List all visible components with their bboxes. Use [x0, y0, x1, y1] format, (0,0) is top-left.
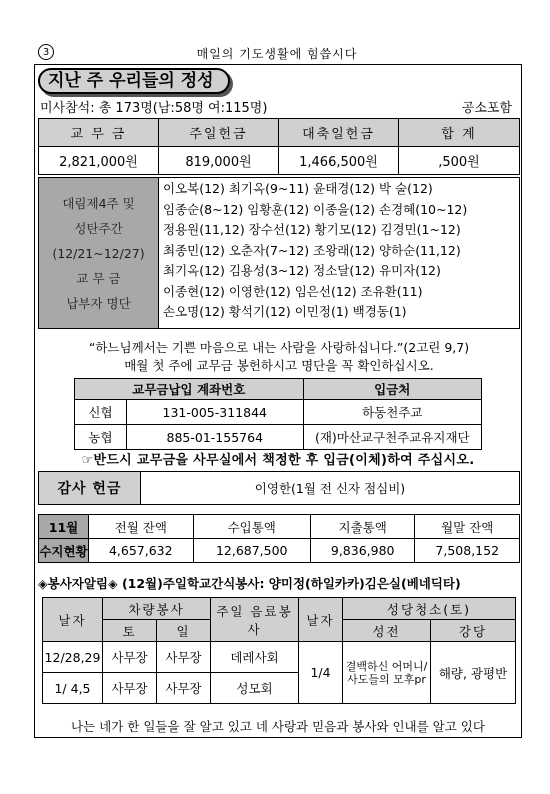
- tithe-label: [39, 178, 159, 328]
- volunteer-row: [43, 642, 516, 673]
- offering-value-row: [39, 147, 520, 175]
- thanks-offering-label: 감사 헌금: [39, 472, 141, 504]
- finance-value-prev: 4,657,632: [89, 539, 194, 563]
- finance-value-row: [39, 539, 520, 563]
- offering-value-tithe: 2,821,000원: [39, 147, 159, 175]
- volunteer-table: [42, 597, 516, 704]
- account-holder: 하동천주교: [303, 400, 481, 425]
- offering-header-row: [39, 119, 520, 147]
- finance-value-balance: 7,508,152: [415, 539, 520, 563]
- finance-header-row: [39, 515, 520, 539]
- tithe-name-line: 최종민(12) 오춘자(7~12) 조왕래(12) 양하순(11,12): [163, 242, 461, 258]
- volunteer-header-row: [43, 598, 516, 620]
- finance-col-expense: 지출통액: [310, 515, 415, 539]
- tithe-name-line: 이종현(12) 이영한(12) 임은선(12) 조유환(11): [163, 283, 423, 299]
- account-col-number: 교무금납입 계좌번호: [75, 379, 304, 400]
- tithe-label-line: 교 무 금: [76, 270, 121, 286]
- account-row: [75, 425, 482, 450]
- finance-col-prev: 전월 잔액: [89, 515, 194, 539]
- page-header: [32, 44, 522, 64]
- thanks-offering-text: 이영한(1월 전 신자 점심비): [254, 481, 406, 496]
- account-number: 885-01-155764: [127, 425, 304, 450]
- tithe-label-line: 납부자 명단: [66, 295, 131, 311]
- quote-line: 매월 첫 주에 교무금 봉헌하시고 명단을 꼭 확인하십시오.: [124, 358, 434, 373]
- vol-col-cleaning: 성당청소(토): [343, 598, 516, 620]
- vol-sat: 사무장: [103, 642, 157, 673]
- attendance-note: 공소포함: [461, 101, 512, 116]
- tithe-name-line: 이오복(12) 최기옥(9~11) 윤태경(12) 박 술(12): [163, 181, 433, 196]
- offering-table: [38, 118, 520, 175]
- page-number: 3: [38, 44, 54, 60]
- volunteer-title: ◈봉사자알림◈ (12월)주일학교간식봉사: 양미정(하일카카)김은실(베네딕타): [38, 576, 461, 591]
- thanks-offering-box: [38, 471, 520, 505]
- tithe-label-line: (12/21~12/27): [52, 245, 145, 261]
- offering-value-total: ,500원: [399, 147, 520, 175]
- tithe-payer-box: [38, 177, 520, 329]
- finance-table: [38, 514, 520, 563]
- vol-cleaning-sanctuary: 결백하신 어머니/ 사도들의 모후pr: [343, 642, 431, 704]
- vol-date: 1/ 4,5: [43, 673, 103, 704]
- tithe-name-line: 정용원(11,12) 장수선(12) 황기모(12) 김경민(1~12): [163, 222, 461, 237]
- finance-month-label: 11월: [39, 515, 89, 539]
- account-table: [74, 378, 482, 450]
- quote-line: “하느님께서는 기쁜 마음으로 내는 사람을 사랑하십니다.”(2고린 9,7): [88, 340, 470, 355]
- tithe-name-line: 최기옥(12) 김용성(3~12) 정소달(12) 유미자(12): [163, 263, 441, 278]
- account-number: 131-005-311844: [127, 400, 304, 425]
- tithe-name-line: 손오명(12) 황석기(12) 이민정(1) 백경동(1): [163, 304, 407, 319]
- offering-col-sunday: 주일헌금: [159, 119, 279, 147]
- account-bank: 신협: [75, 400, 127, 425]
- header-motto: 매일의 기도생활에 힘씁시다: [196, 47, 358, 61]
- vol-sun: 사무장: [157, 642, 211, 673]
- tithe-label-line: 성탄주간: [74, 220, 123, 236]
- account-holder: (재)마산교구천주교유지재단: [303, 425, 481, 450]
- vol-col-vehicle: 차량봉사: [103, 598, 211, 620]
- vol-col-sanctuary: 성전: [343, 620, 431, 642]
- account-header-row: [75, 379, 482, 400]
- offering-value-sunday: 819,000원: [159, 147, 279, 175]
- tithe-label-line: 대림제4주 및: [62, 195, 135, 211]
- vol-drinks: 데레사회: [211, 642, 299, 673]
- vol-sun: 사무장: [157, 673, 211, 704]
- vol-date: 12/28,29: [43, 642, 103, 673]
- vol-sat: 사무장: [103, 673, 157, 704]
- vol-cleaning-date: 1/4: [299, 642, 343, 704]
- vol-cleaning-hall: 해량, 광평반: [431, 642, 516, 704]
- finance-value-income: 12,687,500: [193, 539, 310, 563]
- closing-verse: 나는 네가 한 일들을 잘 알고 있고 네 사랑과 믿음과 봉사와 인내를 알고 있다: [71, 719, 485, 734]
- attendance-text: 미사참석: 총 173명(남:58명 여:115명): [40, 101, 268, 116]
- offering-col-tithe: 교 무 금: [39, 119, 159, 147]
- offering-col-total: 합 계: [399, 119, 520, 147]
- account-bank: 농협: [75, 425, 127, 450]
- vol-col-drinks: 주일 음료봉사: [211, 598, 299, 642]
- vol-col-date: 날자: [43, 598, 103, 642]
- vol-col-date2: 날자: [299, 598, 343, 642]
- vol-drinks: 성모회: [211, 673, 299, 704]
- finance-report-label: 수지현황: [39, 539, 89, 563]
- offering-section-title: 지난 주 우리들의 정성: [38, 68, 230, 94]
- offering-col-feast: 대축일헌금: [279, 119, 399, 147]
- finance-col-income: 수입통액: [193, 515, 310, 539]
- tithe-name-list: [159, 178, 519, 328]
- account-row: [75, 400, 482, 425]
- finance-col-balance: 월말 잔액: [415, 515, 520, 539]
- vol-col-sat: 토: [103, 620, 157, 642]
- offering-value-feast: 1,466,500원: [279, 147, 399, 175]
- finance-value-expense: 9,836,980: [310, 539, 415, 563]
- vol-col-sun: 일: [157, 620, 211, 642]
- account-col-holder: 입금처: [303, 379, 481, 400]
- payment-warning: ☞반드시 교무금을 사무실에서 책정한 후 입금(이체)하여 주십시오.: [81, 453, 475, 468]
- tithe-name-line: 임종순(8~12) 임황훈(12) 이종을(12) 손경혜(10~12): [163, 201, 468, 217]
- vol-col-hall: 강당: [431, 620, 516, 642]
- scripture-quote: [38, 339, 520, 375]
